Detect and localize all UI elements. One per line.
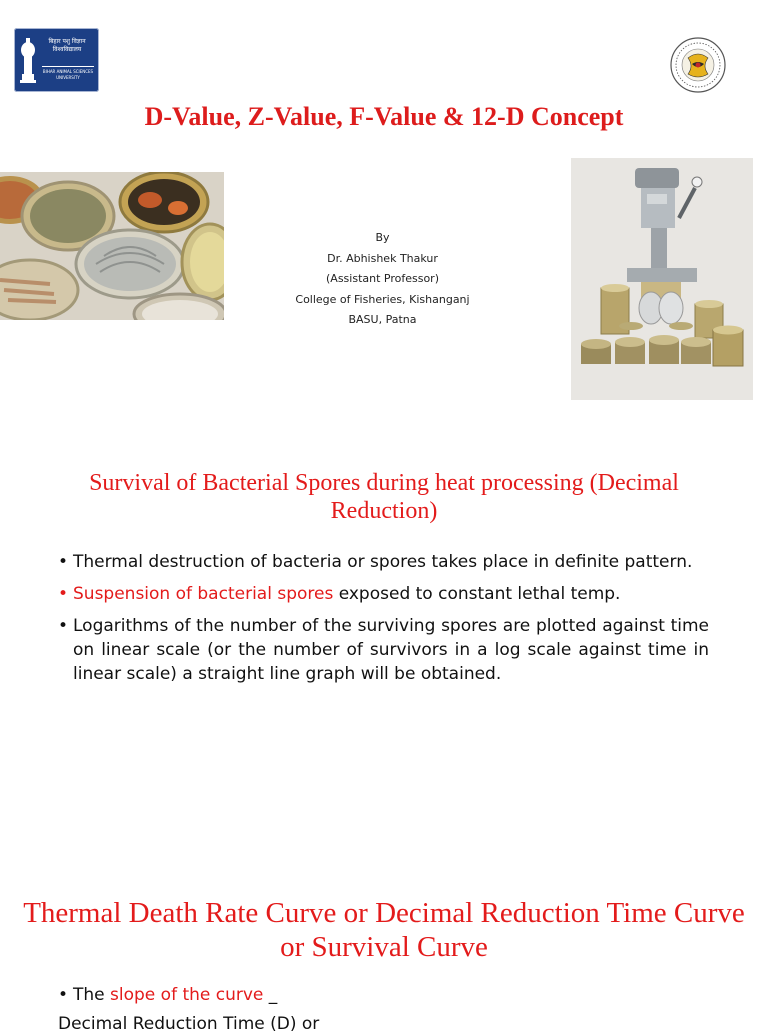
slide1-title: D-Value, Z-Value, F-Value & 12-D Concept: [144, 102, 624, 131]
bullet-highlight: Suspension of bacterial spores: [73, 584, 334, 604]
logo-divider: [42, 66, 94, 67]
slide2-title: Survival of Bacterial Spores during heat processing (Decimal Reduction): [89, 470, 679, 524]
bullet-dot: •: [58, 985, 69, 1005]
bullet-text: Logarithms of the number of the surviving spores are plotted against time on linear scale (or the number of survivors in a log scale against time in linear scale) a straight line graph will be obtained.: [73, 616, 709, 684]
author-info: [260, 228, 505, 331]
can-seamer-machine-photo: [571, 158, 753, 400]
slide3-cutoff-text: Decimal Reduction Time (D) or: [58, 1014, 320, 1034]
author-designation: (Assistant Professor): [326, 272, 439, 286]
college-seal-icon: [668, 36, 728, 94]
slide3-bullet-list: [58, 983, 718, 1007]
bullet-prefix: The: [73, 985, 111, 1005]
bullet-item: [58, 983, 718, 1007]
bullet-highlight: slope of the curve: [110, 985, 264, 1005]
university-logo: [14, 28, 99, 92]
canned-seafood-photo: [0, 172, 224, 320]
bullet-suffix: _: [263, 985, 278, 1005]
bullet-dot: •: [58, 552, 69, 572]
slide2-bullet-list: [58, 550, 709, 694]
author-by: By: [375, 231, 390, 244]
author-college: College of Fisheries, Kishanganj: [295, 292, 470, 306]
college-seal-logo: [668, 36, 728, 94]
bullet-text: exposed to constant lethal temp.: [333, 584, 621, 604]
ashoka-emblem-icon: [19, 34, 37, 86]
bullet-item: [58, 582, 709, 606]
slide3-title: Thermal Death Rate Curve or Decimal Reduction Time Curve or Survival Curve: [23, 897, 745, 963]
bullet-text: Thermal destruction of bacteria or spores takes place in definite pattern.: [73, 552, 693, 572]
bullet-dot: •: [58, 616, 69, 636]
author-university: BASU, Patna: [348, 313, 417, 327]
logo-university-name: BIHAR ANIMAL SCIENCES UNIVERSITY: [42, 69, 94, 80]
bullet-item: [58, 550, 709, 574]
bullet-dot: •: [58, 584, 69, 604]
bullet-item: [58, 614, 709, 686]
author-name: Dr. Abhishek Thakur: [327, 251, 438, 265]
logo-hindi-text: बिहार पशु विज्ञान विश्वविद्यालय: [48, 38, 86, 53]
